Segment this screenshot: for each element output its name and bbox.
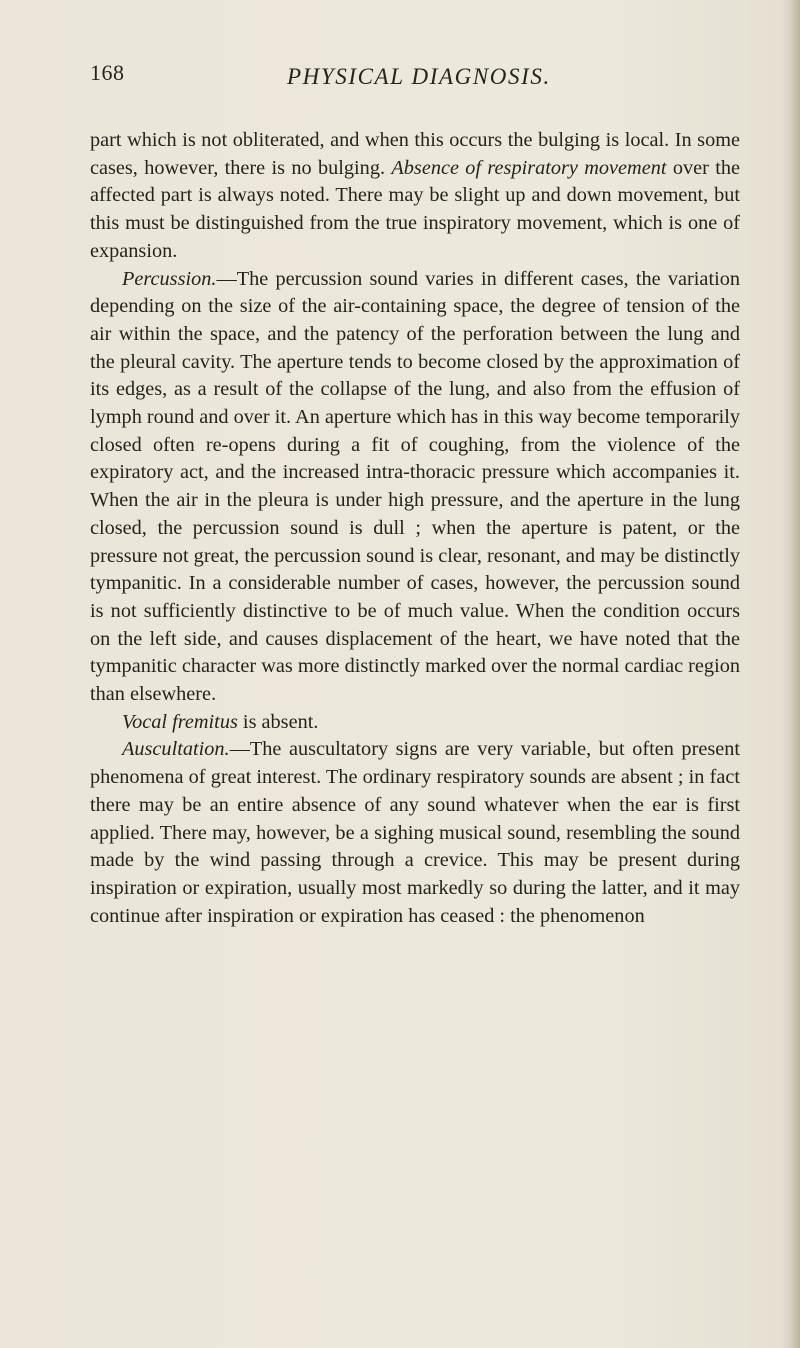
term-auscultation: Auscultation. <box>122 738 230 761</box>
text-segment: —The percussion sound varies in different cases, the variation depending on the size of the air-containing space, the degree of tension of the air within the space, and the patency of the perforation between the lung and the pleural cavity. The aperture tends to become closed by the approximation of its edges, as a result of the collapse of the lung, and also from the effusion of lymph round and over it. An aperture which has in this way become temporarily closed often re-opens during a fit of coughing, from the violence of the expiratory act, and the increased intra-thoracic pressure which accompanies it. When the air in the pleura is under high pressure, and the aperture in the lung closed, the percussion sound is dull ; when the aperture is patent, or the pressure not great, the percussion sound is clear, resonant, and may be distinctly tympanitic. In a considerable number of cases, however, the percussion sound is not sufficiently distinctive to be of much value. When the condition occurs on the left side, and causes displacement of the heart, we have noted that the tympanitic character was more distinctly marked over the normal cardiac region than elsewhere. <box>90 267 740 706</box>
paragraph-absence-of-respiratory-movement <box>90 127 740 266</box>
paragraph-percussion <box>90 266 740 709</box>
text-segment: —The auscultatory signs are very variable, but often present phenomena of great interest. The ordinary respiratory sounds are absent ; in fact there may be an entire absence of any sound whatever when the ear is first applied. There may, however, be a sighing musical sound, resembling the sound made by the wind passing through a crevice. This may be present during inspiration or expiration, usually most markedly so during the latter, and it may continue after inspiration or expiration has ceased : the phenomenon <box>90 738 740 927</box>
page-edge-shadow <box>782 0 800 1348</box>
running-head: PHYSICAL DIAGNOSIS. <box>287 64 551 89</box>
text-segment: part which is not obliterated, and when this occurs the bulging is local. In some cases, however, there is no bulging. <box>90 129 740 179</box>
text-segment: is absent. <box>237 710 319 733</box>
page-number: 168 <box>90 60 125 85</box>
paragraph-auscultation <box>90 736 740 930</box>
paragraph-vocal-fremitus <box>90 709 740 737</box>
text-segment: over the affected part is always noted. There may be slight up and down movement, but this must be distinguished from the true inspiratory movement, which is one of expansion. <box>90 156 740 262</box>
term-percussion: Percussion. <box>122 267 217 290</box>
term-vocal-fremitus: Vocal fremitus <box>122 710 238 733</box>
body-text <box>90 127 740 930</box>
page-header <box>0 60 800 100</box>
term-absence-of-respiratory-movement: Absence of respiratory movement <box>391 156 667 179</box>
